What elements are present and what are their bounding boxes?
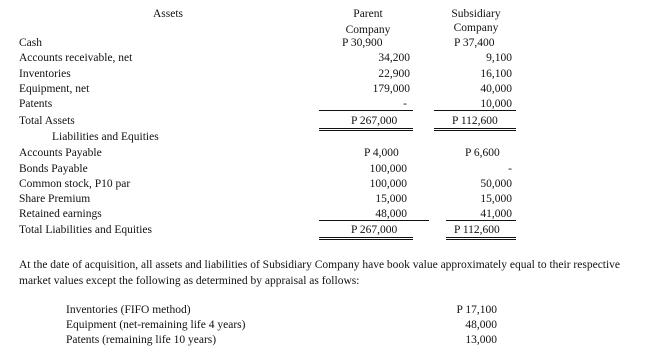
liability-subsidiary-ap: P 6,600	[465, 147, 500, 159]
total-assets-double-rule-parent-2	[319, 130, 413, 131]
asset-parent-cash: P 30,900	[342, 37, 383, 49]
total-liabilities-double-rule-parent-2	[319, 239, 413, 240]
liability-label-share-premium: Share Premium	[19, 193, 91, 205]
asset-parent-patents: -	[403, 98, 407, 110]
parent-company-header-line1: Parent	[353, 8, 383, 20]
appraisal-label-inventories: Inventories (FIFO method)	[66, 304, 191, 316]
liability-parent-common-stock: 100,000	[369, 178, 407, 190]
liabilities-subtotal-rule-parent	[319, 220, 429, 221]
acquisition-paragraph: At the date of acquisition, all assets and liabilities of Subsidiary Company have book value approximately equal to their respective market values except the following as determined by appraisal as follows:	[19, 259, 621, 287]
total-liabilities-double-rule-parent-1	[319, 237, 413, 238]
total-liabilities-subsidiary: P 112,600	[454, 224, 500, 236]
liability-subsidiary-retained-earnings: 41,000	[480, 208, 512, 220]
liabilities-subtotal-rule-subsidiary	[446, 220, 516, 221]
total-assets-subsidiary: P 112,600	[452, 115, 498, 127]
total-assets-double-rule-subsidiary-1	[434, 128, 516, 129]
liability-parent-ap: P 4,000	[364, 147, 399, 159]
liability-subsidiary-bonds: -	[508, 163, 512, 175]
asset-label-equipment: Equipment, net	[19, 83, 90, 95]
asset-subsidiary-inventories: 16,100	[480, 68, 512, 80]
total-liabilities-parent: P 267,000	[351, 224, 398, 236]
appraisal-value-equipment: 48,000	[465, 319, 497, 331]
liability-parent-share-premium: 15,000	[375, 193, 407, 205]
liability-parent-bonds: 100,000	[369, 163, 407, 175]
total-assets-parent: P 267,000	[351, 115, 398, 127]
asset-label-inventories: Inventories	[19, 68, 71, 80]
liability-label-retained-earnings: Retained earnings	[19, 208, 102, 220]
liabilities-heading: Liabilities and Equities	[52, 131, 159, 143]
appraisal-label-equipment: Equipment (net-remaining life 4 years)	[66, 319, 246, 331]
appraisal-value-inventories: P 17,100	[456, 304, 497, 316]
total-liabilities-label: Total Liabilities and Equities	[19, 224, 153, 236]
parent-company-header-line2: Company	[345, 24, 391, 36]
asset-parent-ar: 34,200	[378, 52, 410, 64]
liability-subsidiary-common-stock: 50,000	[480, 178, 512, 190]
subtotal-rule-subsidiary	[434, 110, 516, 111]
asset-subsidiary-equipment: 40,000	[480, 83, 512, 95]
total-assets-double-rule-parent-1	[319, 128, 413, 129]
liability-subsidiary-share-premium: 15,000	[480, 193, 512, 205]
total-assets-label: Total Assets	[19, 115, 75, 127]
asset-parent-inventories: 22,900	[378, 68, 410, 80]
asset-subsidiary-patents: 10,000	[480, 98, 512, 110]
subsidiary-company-header-line2: Company	[453, 22, 499, 34]
asset-subsidiary-cash: P 37,400	[454, 37, 495, 49]
appraisal-label-patents: Patents (remaining life 10 years)	[66, 334, 217, 346]
assets-header: Assets	[152, 8, 184, 20]
liability-label-ap: Accounts Payable	[19, 147, 102, 159]
liability-label-bonds: Bonds Payable	[19, 163, 88, 175]
asset-label-patents: Patents	[19, 98, 53, 110]
appraisal-value-patents: 13,000	[465, 334, 497, 346]
asset-parent-equipment: 179,000	[372, 83, 410, 95]
subtotal-rule-parent	[319, 110, 413, 111]
asset-subsidiary-ar: 9,100	[486, 52, 512, 64]
total-liabilities-double-rule-subsidiary-2	[446, 239, 516, 240]
total-liabilities-double-rule-subsidiary-1	[446, 237, 516, 238]
asset-label-ar: Accounts receivable, net	[19, 52, 133, 64]
liability-label-common-stock: Common stock, P10 par	[19, 178, 131, 190]
subsidiary-company-header-line1: Subsidiary	[451, 8, 501, 20]
total-assets-double-rule-subsidiary-2	[434, 130, 516, 131]
asset-label-cash: Cash	[19, 37, 42, 49]
liability-parent-retained-earnings: 48,000	[375, 208, 407, 220]
